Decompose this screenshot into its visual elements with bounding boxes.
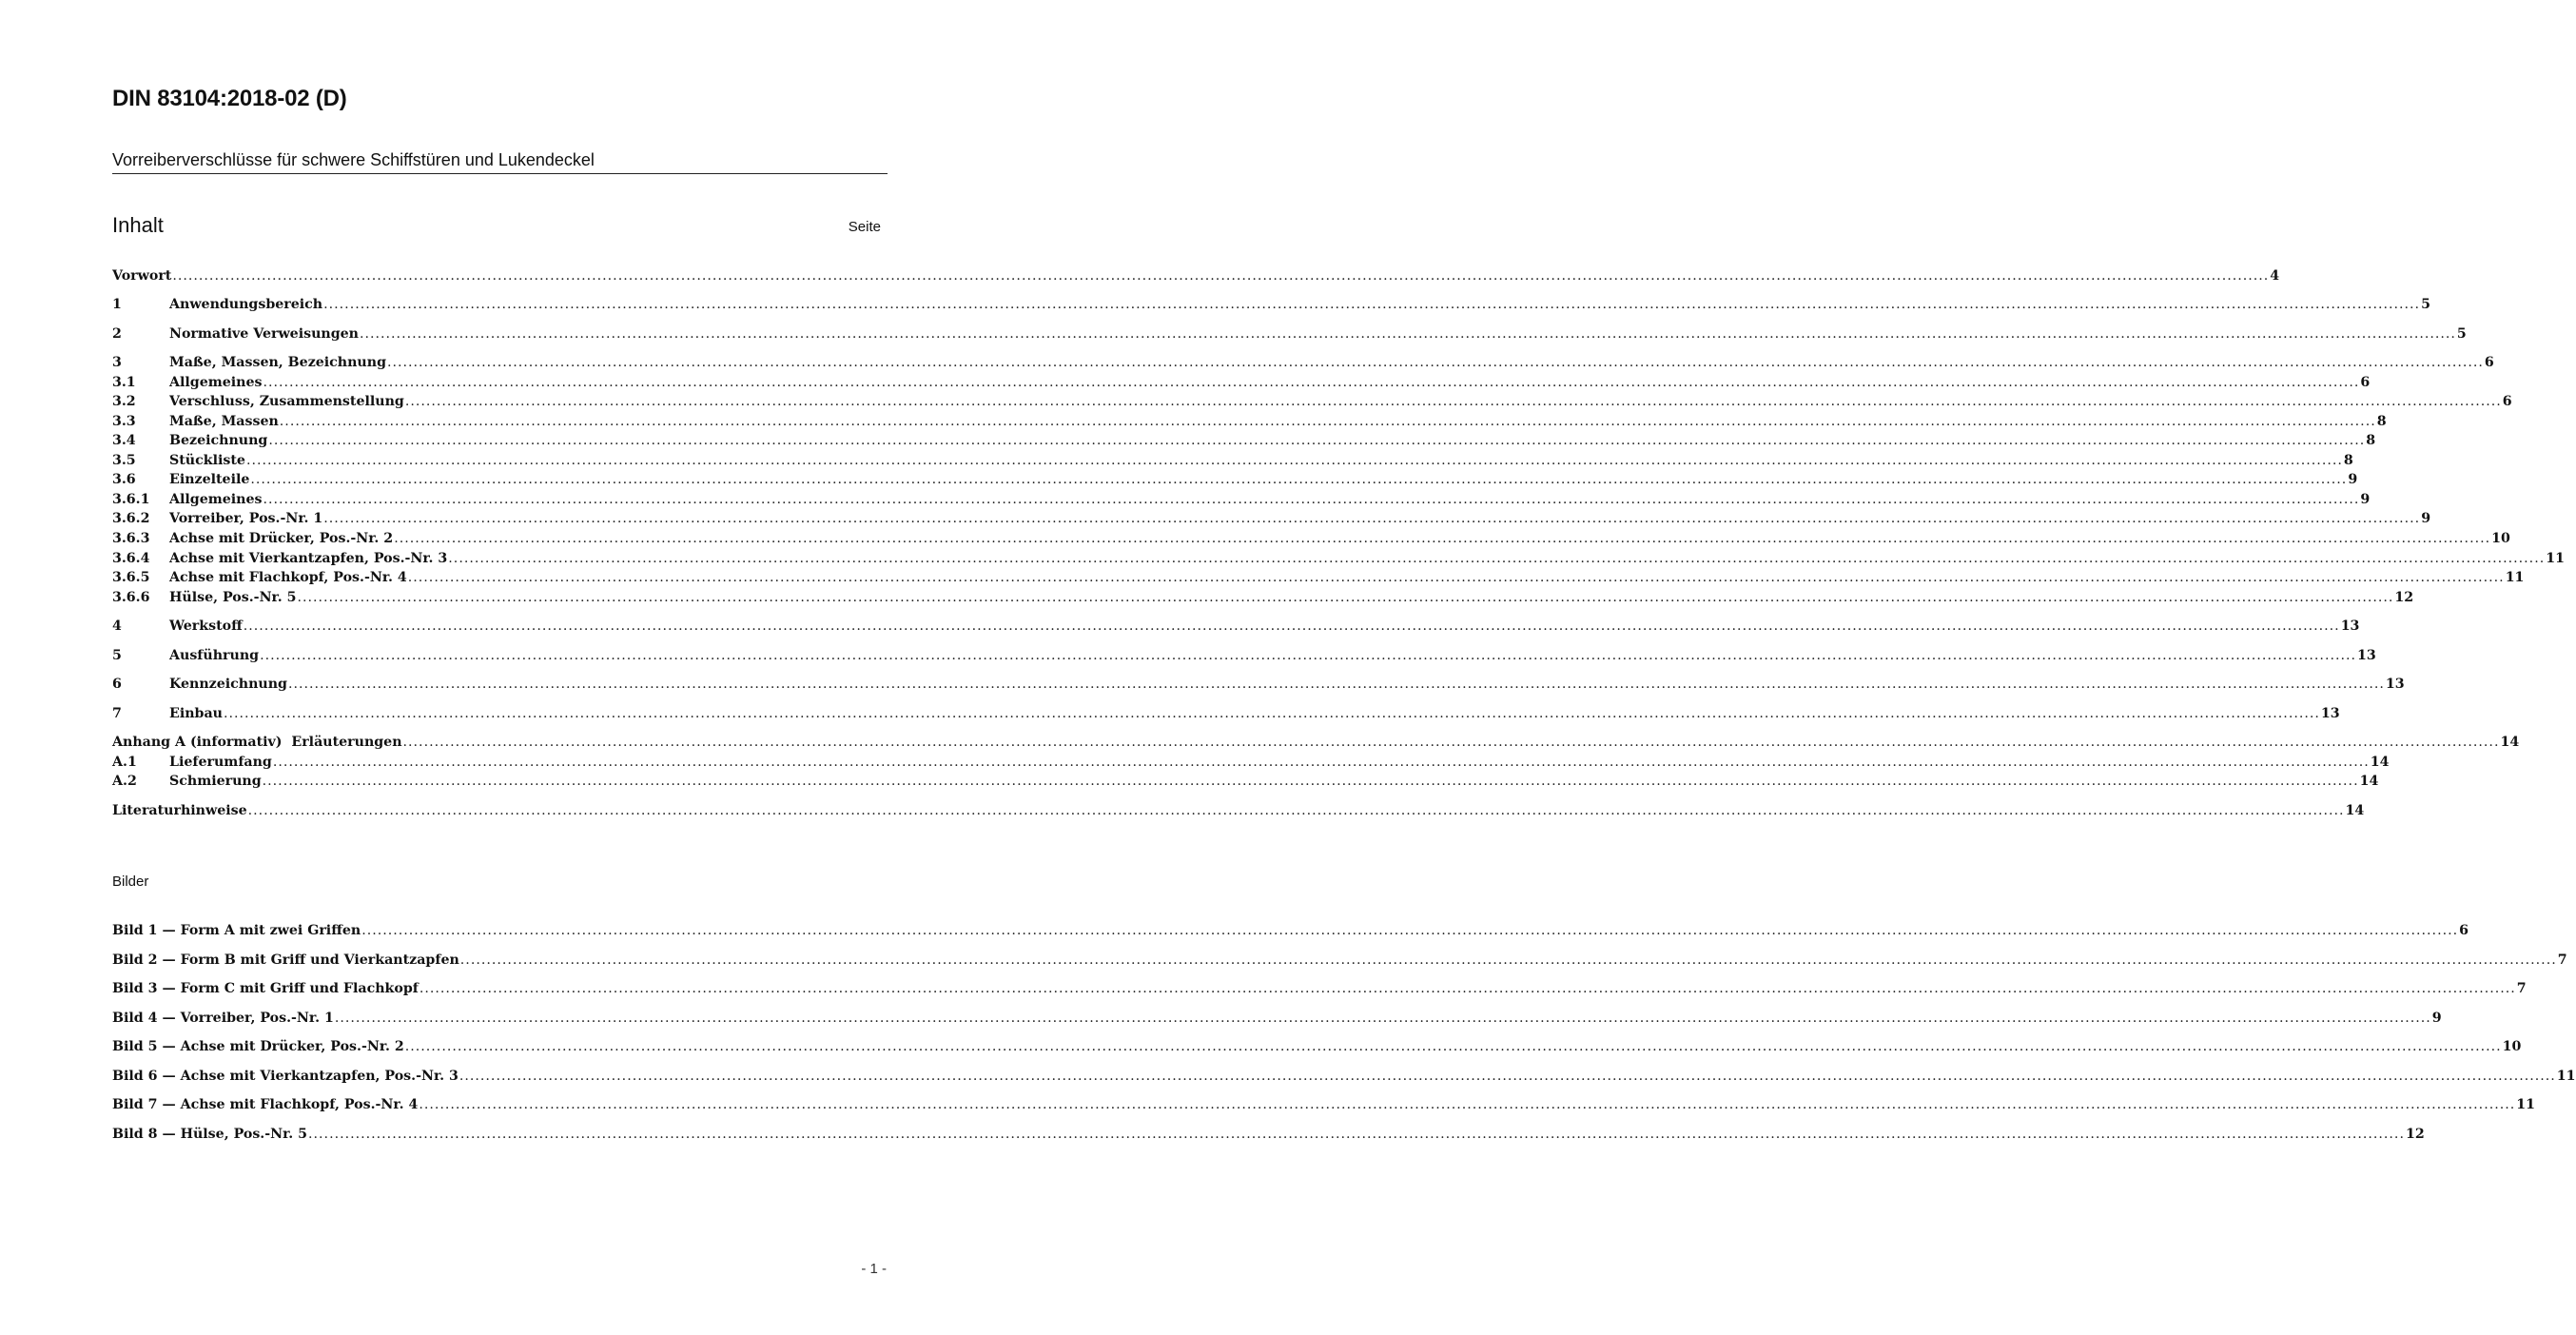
toc-entry-number: A.1 [112, 755, 137, 770]
toc-entry-title: Ausführung [169, 648, 260, 663]
toc-entry[interactable] [112, 471, 2358, 488]
toc-entry-page: 6 [2502, 394, 2512, 409]
toc-entry[interactable] [112, 676, 2405, 693]
figure-entry-leader: ................................................................................................................................................................................................................................................................................................................................................................................................................ [419, 1097, 2516, 1112]
toc-entry-title: Achse mit Flachkopf, Pos.-Nr. 4 [169, 570, 407, 585]
figure-entry-title: Bild 4 — Vorreiber, Pos.-Nr. 1 [112, 1011, 334, 1026]
figure-entry-title: Bild 8 — Hülse, Pos.-Nr. 5 [112, 1127, 308, 1142]
toc-entry[interactable] [112, 705, 2340, 722]
figure-entry-title: Bild 6 — Achse mit Vierkantzapfen, Pos.-Nr. 3 [112, 1069, 459, 1084]
toc-entry-number: 3.4 [112, 433, 136, 448]
toc-entry-leader: ................................................................................................................................................................................................................................................................................................................................................................................................................ [243, 618, 2340, 634]
toc-entry-title: Allgemeines [169, 375, 263, 390]
toc-entry-page: 14 [2500, 735, 2520, 750]
toc-entry[interactable] [112, 325, 2467, 343]
toc-entry[interactable] [112, 432, 2376, 449]
toc-entry-page: 9 [2421, 511, 2431, 526]
toc-entry-title: Werkstoff [169, 618, 243, 634]
toc-entry[interactable] [112, 647, 2376, 664]
toc-entry-page: 10 [2491, 531, 2510, 546]
figure-entry-page: 7 [2557, 952, 2567, 968]
toc-entry-page: 6 [2484, 355, 2494, 370]
toc-entry[interactable] [112, 773, 2379, 790]
toc-entry[interactable] [112, 589, 2414, 606]
toc-entry[interactable] [112, 510, 2431, 527]
figure-entry-title: Bild 2 — Form B mit Griff und Vierkantzapfen [112, 952, 459, 968]
toc-entry-page: 11 [2546, 551, 2565, 566]
figure-entry[interactable] [112, 1068, 2576, 1085]
toc-entry-page: 13 [2320, 706, 2340, 721]
toc-entry-page: 8 [2343, 453, 2353, 468]
toc-entry-leader: ................................................................................................................................................................................................................................................................................................................................................................................................................ [404, 394, 2502, 409]
toc-entry-leader: ................................................................................................................................................................................................................................................................................................................................................................................................................ [279, 414, 2376, 429]
toc-entry-page: 13 [2340, 618, 2360, 634]
toc-entry-number: A.2 [112, 774, 137, 789]
figure-entry[interactable] [112, 952, 2567, 969]
toc-entry[interactable] [112, 754, 2390, 771]
figure-entry-page: 6 [2459, 923, 2469, 938]
toc-entry-title: Verschluss, Zusammenstellung [169, 394, 404, 409]
toc-entry-leader: ................................................................................................................................................................................................................................................................................................................................................................................................................ [223, 706, 2320, 721]
figure-entry-title: Bild 1 — Form A mit zwei Griffen [112, 923, 361, 938]
toc-entry[interactable] [112, 267, 2280, 285]
toc-entry-leader: ................................................................................................................................................................................................................................................................................................................................................................................................................ [359, 326, 2456, 342]
toc-entry-leader: ................................................................................................................................................................................................................................................................................................................................................................................................................ [272, 755, 2370, 770]
figure-entry-leader: ................................................................................................................................................................................................................................................................................................................................................................................................................ [308, 1127, 2405, 1142]
toc-entry-page: 5 [2421, 297, 2430, 312]
toc-entry-title: Einzelteile [169, 472, 250, 487]
toc-entry-number: 5 [112, 648, 122, 663]
toc-entry-page: 14 [2359, 774, 2379, 789]
toc-entry-title: Maße, Massen [169, 414, 279, 429]
toc-entry-leader: ................................................................................................................................................................................................................................................................................................................................................................................................................ [262, 774, 2359, 789]
figure-entry[interactable] [112, 1038, 2522, 1055]
toc-entry-number: 3.6.6 [112, 590, 150, 605]
toc-entry[interactable] [112, 296, 2430, 313]
toc-entry-title: Literaturhinweise [112, 803, 247, 818]
toc-entry-title: Vorwort [112, 268, 172, 284]
toc-entry-leader: ................................................................................................................................................................................................................................................................................................................................................................................................................ [260, 648, 2356, 663]
toc-entry[interactable] [112, 569, 2525, 586]
toc-entry-page: 8 [2376, 414, 2387, 429]
toc-entry-page: 12 [2394, 590, 2414, 605]
figure-entry-page: 10 [2502, 1039, 2522, 1054]
toc-entry[interactable] [112, 354, 2494, 371]
figure-entry-title: Bild 3 — Form C mit Griff und Flachkopf [112, 981, 419, 996]
toc-entry-leader: ................................................................................................................................................................................................................................................................................................................................................................................................................ [172, 268, 2270, 284]
toc-entry-title: Bezeichnung [169, 433, 268, 448]
toc-entry-title: Normative Verweisungen [169, 326, 359, 342]
toc-entry-title: Maße, Massen, Bezeichnung [169, 355, 386, 370]
toc-entry-leader: ................................................................................................................................................................................................................................................................................................................................................................................................................ [263, 375, 2360, 390]
toc-entry-page: 9 [2360, 492, 2371, 507]
toc-entry-number: 3.3 [112, 414, 136, 429]
toc-entry-number: 3.6.2 [112, 511, 150, 526]
toc-entry-title: Achse mit Drücker, Pos.-Nr. 2 [169, 531, 394, 546]
figure-entry-leader: ................................................................................................................................................................................................................................................................................................................................................................................................................ [361, 923, 2459, 938]
toc-entry-number: 3.6.5 [112, 570, 150, 585]
toc-entry-page: 6 [2360, 375, 2371, 390]
figure-entry-leader: ................................................................................................................................................................................................................................................................................................................................................................................................................ [459, 952, 2557, 968]
toc-page-column-label: Seite [848, 219, 881, 235]
figures-heading: Bilder [112, 874, 149, 890]
toc-entry-page: 9 [2348, 472, 2358, 487]
toc-entry-leader: ................................................................................................................................................................................................................................................................................................................................................................................................................ [386, 355, 2484, 370]
toc-entry-number: 1 [112, 297, 122, 312]
toc-entry[interactable] [112, 393, 2512, 410]
toc-entry-number: 3.6 [112, 472, 136, 487]
toc-entry-page: 4 [2270, 268, 2280, 284]
toc-entry-title: Stückliste [169, 453, 245, 468]
figure-entry-page: 11 [2556, 1069, 2576, 1084]
toc-entry-title: Einbau [169, 706, 223, 721]
toc-entry-title: Anhang A (informativ) Erläuterungen [112, 735, 402, 750]
toc-entry[interactable] [112, 374, 2371, 391]
figure-entry[interactable] [112, 1126, 2425, 1143]
toc-entry-leader: ................................................................................................................................................................................................................................................................................................................................................................................................................ [402, 735, 2500, 750]
figure-entry-leader: ................................................................................................................................................................................................................................................................................................................................................................................................................ [419, 981, 2516, 996]
toc-entry-title: Achse mit Vierkantzapfen, Pos.-Nr. 3 [169, 551, 448, 566]
figure-entry-leader: ................................................................................................................................................................................................................................................................................................................................................................................................................ [459, 1069, 2556, 1084]
figure-entry[interactable] [112, 980, 2527, 997]
toc-entry-title: Lieferumfang [169, 755, 272, 770]
toc-entry[interactable] [112, 618, 2360, 635]
toc-entry[interactable] [112, 413, 2387, 430]
toc-entry-leader: ................................................................................................................................................................................................................................................................................................................................................................................................................ [448, 551, 2546, 566]
toc-entry-number: 3.6.4 [112, 551, 150, 566]
toc-entry-title: Schmierung [169, 774, 262, 789]
figure-entry-title: Bild 5 — Achse mit Drücker, Pos.-Nr. 2 [112, 1039, 404, 1054]
figure-entry[interactable] [112, 1010, 2442, 1027]
toc-entry-leader: ................................................................................................................................................................................................................................................................................................................................................................................................................ [394, 531, 2491, 546]
figure-entry[interactable] [112, 922, 2469, 939]
toc-entry-page: 8 [2366, 433, 2376, 448]
toc-entry-title: Hülse, Pos.-Nr. 5 [169, 590, 297, 605]
toc-entry-number: 6 [112, 677, 122, 692]
toc-entry-leader: ................................................................................................................................................................................................................................................................................................................................................................................................................ [323, 297, 2421, 312]
toc-entry[interactable] [112, 491, 2371, 508]
toc-entry-number: 3 [112, 355, 122, 370]
figure-entry-page: 9 [2431, 1011, 2442, 1026]
toc-entry-title: Kennzeichnung [169, 677, 287, 692]
toc-entry[interactable] [112, 734, 2520, 751]
toc-entry-title: Vorreiber, Pos.-Nr. 1 [169, 511, 323, 526]
toc-entry-title: Allgemeines [169, 492, 263, 507]
toc-entry-number: 3.1 [112, 375, 136, 390]
toc-entry-number: 4 [112, 618, 122, 634]
toc-entry-page: 14 [2370, 755, 2390, 770]
toc-entry[interactable] [112, 550, 2565, 567]
toc-entry-leader: ................................................................................................................................................................................................................................................................................................................................................................................................................ [268, 433, 2366, 448]
toc-entry[interactable] [112, 530, 2510, 547]
figure-entry-title: Bild 7 — Achse mit Flachkopf, Pos.-Nr. 4 [112, 1097, 419, 1112]
toc-entry-page: 13 [2357, 648, 2376, 663]
toc-entry-leader: ................................................................................................................................................................................................................................................................................................................................................................................................................ [250, 472, 2348, 487]
toc-entry-leader: ................................................................................................................................................................................................................................................................................................................................................................................................................ [287, 677, 2385, 692]
toc-entry-leader: ................................................................................................................................................................................................................................................................................................................................................................................................................ [247, 803, 2345, 818]
toc-entry-leader: ................................................................................................................................................................................................................................................................................................................................................................................................................ [263, 492, 2360, 507]
toc-entry-title: Anwendungsbereich [169, 297, 323, 312]
toc-entry-page: 11 [2505, 570, 2525, 585]
toc-entry-page: 13 [2385, 677, 2405, 692]
toc-entry-number: 3.6.1 [112, 492, 150, 507]
toc-entry-number: 3.6.3 [112, 531, 150, 546]
toc-heading: Inhalt [112, 213, 164, 237]
toc-entry-page: 5 [2456, 326, 2467, 342]
toc-entry-page: 14 [2345, 803, 2365, 818]
figure-entry-page: 11 [2516, 1097, 2535, 1112]
toc-entry-leader: ................................................................................................................................................................................................................................................................................................................................................................................................................ [407, 570, 2505, 585]
toc-entry[interactable] [112, 802, 2365, 819]
toc-entry-number: 3.5 [112, 453, 136, 468]
document-title: DIN 83104:2018-02 (D) [112, 86, 347, 111]
toc-entry-number: 2 [112, 326, 122, 342]
page-number: - 1 - [861, 1261, 887, 1277]
figure-entry-leader: ................................................................................................................................................................................................................................................................................................................................................................................................................ [404, 1039, 2502, 1054]
toc-entry-leader: ................................................................................................................................................................................................................................................................................................................................................................................................................ [245, 453, 2343, 468]
document-subtitle: Vorreiberverschlüsse für schwere Schiffstüren und Lukendeckel [112, 150, 888, 174]
toc-entry-number: 7 [112, 706, 122, 721]
toc-entry-leader: ................................................................................................................................................................................................................................................................................................................................................................................................................ [323, 511, 2421, 526]
figure-entry-page: 12 [2405, 1127, 2425, 1142]
figure-entry-leader: ................................................................................................................................................................................................................................................................................................................................................................................................................ [334, 1011, 2431, 1026]
figure-entry-page: 7 [2516, 981, 2527, 996]
figure-entry[interactable] [112, 1096, 2535, 1113]
toc-entry-number: 3.2 [112, 394, 136, 409]
toc-entry[interactable] [112, 452, 2353, 469]
toc-entry-leader: ................................................................................................................................................................................................................................................................................................................................................................................................................ [297, 590, 2394, 605]
